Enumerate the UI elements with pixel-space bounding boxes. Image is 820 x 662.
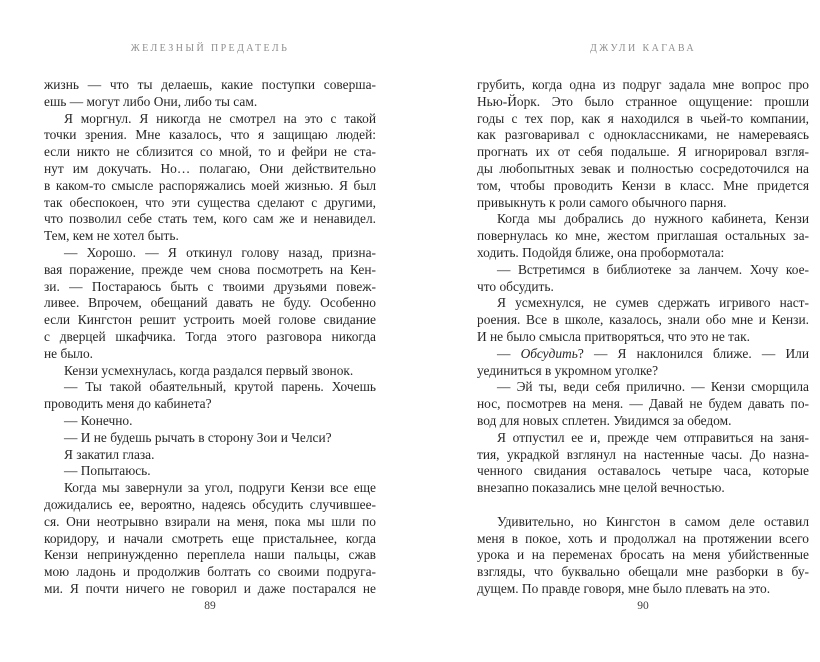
text-line: ешь — могут либо Они, либо ты сам. <box>44 93 258 109</box>
running-head-book-title: ЖЕЛЕЗНЫЙ ПРЕДАТЕЛЬ <box>130 43 290 54</box>
text-line: тия, украдкой взглянул на настенные часы. До назна- <box>477 446 809 462</box>
text-line: Я отпустил ее и, прежде чем отправиться на заня- <box>497 429 809 445</box>
text-line: дожидались ее, вероятно, надеясь обсудить случившее- <box>44 496 376 512</box>
text-line: ходить. Подойдя ближе, она пробормотала: <box>477 244 725 260</box>
text-line: ченного свидания оставалось четыре часа, которые <box>477 463 809 479</box>
page-left-body <box>44 77 376 598</box>
text-line: И не было смысла притворяться, что это не так. <box>477 328 750 344</box>
text-line: Удивительно, но Кингстон в самом деле оставил <box>497 513 809 529</box>
text-line: урока и на переменах бросать на меня убийственные <box>477 547 809 563</box>
text-line: — Встретимся в библиотеке за ланчем. Хочу кое- <box>497 261 809 277</box>
text-line: Я усмехнулся, не сумев сдержать игривого наст- <box>497 295 809 311</box>
text-line: внезапно показались мне целой вечностью. <box>477 480 725 496</box>
text-line: — Хорошо. — Я откинул голову назад, призна- <box>64 244 376 260</box>
text-line: меня в покое, хоть и продолжал на протяжении всего <box>477 530 809 546</box>
text-line: вод для новых сплетен. Увидимся за обедом. <box>477 412 732 428</box>
text-line: что позволил себе стать тем, кого сам же и ненавидел. <box>44 211 376 227</box>
text-line: — Попытаюсь. <box>64 463 151 479</box>
text-line: мою ладонь и продолжив болтать со своими подруга- <box>44 564 376 580</box>
running-head-author-name: ДЖУЛИ КАГАВА <box>590 43 696 54</box>
text-line: Кензи усмехнулась, когда раздался первый звонок. <box>64 362 354 378</box>
page-left <box>44 0 376 662</box>
text-line: роения. Все в школе, казалось, знали обо мне и Кензи. <box>477 312 809 328</box>
text-line: зи. — Постараюсь быть с твоими друзьями повеж- <box>44 278 376 294</box>
page-right-number: 90 <box>637 600 649 612</box>
text-line: ми. Я почти ничего не говорил и даже постарался не <box>44 580 376 596</box>
text-line: годы с тех пор, как я находился в чьей-то компании, <box>477 110 809 126</box>
text-line: Я закатил глаза. <box>64 446 155 462</box>
text-line: — Ты такой обаятельный, крутой парень. Хочешь <box>64 379 376 395</box>
text-line: если Кингстон решит устроить моей голове свидание <box>44 312 376 328</box>
text-line: Я моргнул. Я никогда не смотрел на это с такой <box>64 110 376 126</box>
text-line: — Конечно. <box>64 412 133 428</box>
page-left-number: 89 <box>204 600 216 612</box>
text-line: если никто не сблизится со мной, то и фейри не ста- <box>44 144 376 160</box>
text-line: что обсудить. <box>477 278 554 294</box>
text-line: вая поражение, прежде чем снова посмотреть на Кен- <box>44 261 376 277</box>
text-line: как разговаривал с одноклассниками, не намереваясь <box>477 127 809 143</box>
text-line: нос, посмотрев на меня. — Давай не будем давать по- <box>477 396 809 412</box>
page-right <box>477 0 809 662</box>
text-line: Когда мы завернули за угол, подруги Кензи все еще <box>64 480 376 496</box>
text-line: ды любопытных зевак и полностью сосредоточился на <box>477 160 809 176</box>
text-line: уединиться в укромном уголке? <box>477 362 659 378</box>
text-line: Тем, кем не хотел быть. <box>44 228 179 244</box>
page-right-body <box>477 77 809 598</box>
text-line: повернулась ко мне, жестом приглашая остальных за- <box>477 228 809 244</box>
text-line: дущем. По правде говоря, мне было плевать на это. <box>477 580 771 596</box>
text-line: — Эй ты, веди себя прилично. — Кензи сморщила <box>497 379 809 395</box>
blank-line <box>477 497 809 514</box>
text-line: — И не будешь рычать в сторону Зои и Челси? <box>64 429 332 445</box>
text-line: с дверцей шкафчика. Тогда этого разговора никогда <box>44 328 376 344</box>
italic-text: Обсудить <box>520 345 578 361</box>
text-line: так обеспокоен, что эти существа сделают с другими, <box>44 194 376 210</box>
text-line: ся. Они неотрывно взирали на меня, пока мы шли по <box>44 513 376 529</box>
text-line: привыкнуть к роли самого обычного парня. <box>477 194 727 210</box>
text-line: не было. <box>44 345 93 361</box>
text-line: проводить меня до кабинета? <box>44 396 212 412</box>
text-line: Когда мы добрались до нужного кабинета, Кензи <box>497 211 809 227</box>
text-line: коридору, и начали смотреть еще пристальнее, когда <box>44 530 376 546</box>
text-line: взгляды, что буквально обещали мне разборки в бу- <box>477 564 809 580</box>
text-line: точки зрения. Мне казалось, что я защищаю людей: <box>44 127 376 143</box>
text-line: нут им докучать. Но… полагаю, Они действительно <box>44 160 376 176</box>
text-line: — Обсудить? — Я наклонился ближе. — Или <box>497 345 809 361</box>
text-line: жизнь — что ты делаешь, какие поступки соверша- <box>44 77 376 92</box>
text-line: в каком-то смысле распоряжались моей жизнью. Я был <box>44 177 376 193</box>
text-line: Кензи непринужденно переплела наши пальцы, сжав <box>44 547 376 563</box>
text-line: Нью-Йорк. Это было странное ощущение: прошли <box>477 93 809 109</box>
text-line: ливее. Впрочем, обещаний давать не буду. Особенно <box>44 295 376 311</box>
text-line: том, чтобы проводить Кензи в класс. Мне придется <box>477 177 809 193</box>
text-line: грубить, когда одна из подруг задала мне вопрос про <box>477 77 809 92</box>
text-line: прогнать их от себя подальше. Я игнорировал взгля- <box>477 144 809 160</box>
